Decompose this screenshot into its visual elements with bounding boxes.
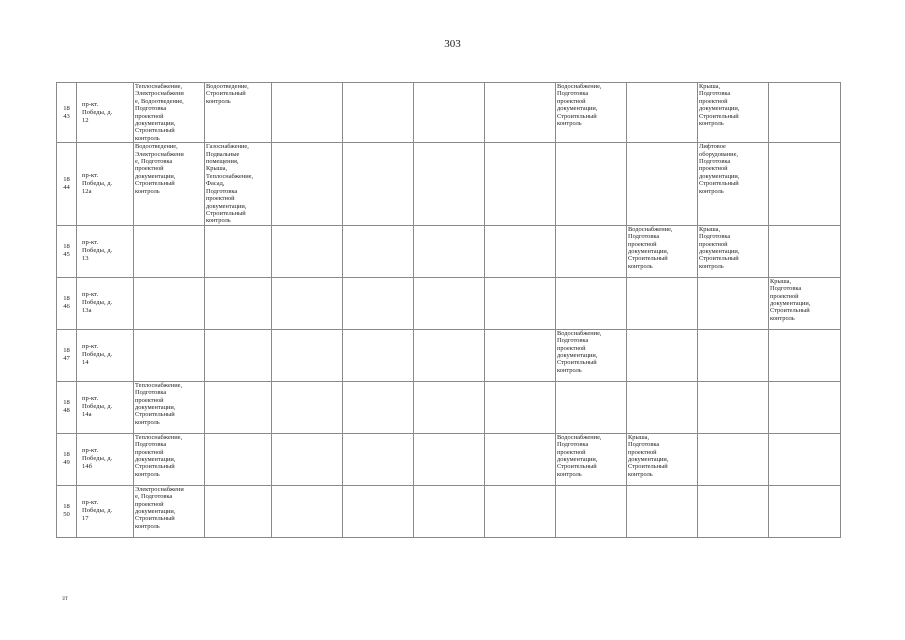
table-row	[57, 433, 841, 485]
work-cell	[343, 433, 414, 485]
work-cell	[485, 433, 556, 485]
work-cell: Водоснабжение, Подготовка проектной документации, Строительный контроль	[556, 433, 627, 485]
work-cell	[343, 381, 414, 433]
address-cell: пр-кт. Победы, д. 14а	[77, 381, 134, 433]
work-cell	[205, 433, 272, 485]
work-cell	[414, 433, 485, 485]
work-cell	[627, 277, 698, 329]
work-cell: Лифтовое оборудование, Подготовка проектной документации, Строительный контроль	[698, 143, 769, 225]
work-cell	[414, 277, 485, 329]
work-cell: Крыша, Подготовка проектной документации, Строительный контроль	[698, 83, 769, 143]
work-cell	[627, 83, 698, 143]
work-cell	[272, 329, 343, 381]
work-cell	[343, 485, 414, 537]
work-cell: Крыша, Подготовка проектной документации, Строительный контроль	[769, 277, 841, 329]
row-number: 18 46	[57, 277, 77, 329]
work-cell	[414, 329, 485, 381]
row-number: 18 48	[57, 381, 77, 433]
work-cell	[485, 143, 556, 225]
work-cell	[769, 485, 841, 537]
work-cell: Электроснабжени е, Подготовка проектной документации, Строительный контроль	[134, 485, 205, 537]
work-cell	[556, 225, 627, 277]
row-number: 18 43	[57, 83, 77, 143]
works-table	[56, 82, 841, 538]
table-row	[57, 485, 841, 537]
work-cell	[134, 225, 205, 277]
row-number: 18 49	[57, 433, 77, 485]
work-cell	[627, 143, 698, 225]
work-cell	[414, 143, 485, 225]
table-row	[57, 83, 841, 143]
work-cell: Водоотведение, Электроснабжени е, Подготовка проектной документации, Строительный контроль	[134, 143, 205, 225]
table-row	[57, 143, 841, 225]
table-body	[57, 83, 841, 538]
table-row	[57, 277, 841, 329]
row-number: 18 44	[57, 143, 77, 225]
row-number: 18 47	[57, 329, 77, 381]
row-number: 18 50	[57, 485, 77, 537]
address-cell: пр-кт. Победы, д. 14	[77, 329, 134, 381]
work-cell	[698, 329, 769, 381]
work-cell: Водоснабжение, Подготовка проектной документации, Строительный контроль	[627, 225, 698, 277]
work-cell	[414, 225, 485, 277]
work-cell	[205, 381, 272, 433]
work-cell	[769, 381, 841, 433]
table-row	[57, 381, 841, 433]
work-cell	[414, 381, 485, 433]
work-cell	[343, 83, 414, 143]
work-cell	[205, 225, 272, 277]
work-cell	[205, 277, 272, 329]
work-cell	[134, 277, 205, 329]
work-cell	[485, 381, 556, 433]
work-cell	[205, 329, 272, 381]
work-cell	[556, 485, 627, 537]
work-cell	[272, 143, 343, 225]
work-cell	[205, 485, 272, 537]
work-cell	[343, 277, 414, 329]
work-cell	[769, 225, 841, 277]
work-cell	[627, 485, 698, 537]
work-cell: Водоснабжение, Подготовка проектной документации, Строительный контроль	[556, 329, 627, 381]
work-cell	[698, 433, 769, 485]
work-cell	[343, 225, 414, 277]
work-cell	[485, 225, 556, 277]
work-cell	[556, 381, 627, 433]
work-cell	[698, 485, 769, 537]
work-cell: Газоснабжение, Подвальные помещения, Крыша, Теплоснабжение, Фасад, Подготовка проектной документации, Строительный контроль	[205, 143, 272, 225]
work-cell	[272, 433, 343, 485]
address-cell: пр-кт. Победы, д. 13а	[77, 277, 134, 329]
work-cell: Теплоснабжение, Электроснабжени е, Водоотведение, Подготовка проектной документации, Строительный контроль	[134, 83, 205, 143]
work-cell	[485, 485, 556, 537]
table-row	[57, 329, 841, 381]
work-cell	[485, 277, 556, 329]
work-cell	[414, 83, 485, 143]
work-cell	[769, 143, 841, 225]
address-cell: пр-кт. Победы, д. 14б	[77, 433, 134, 485]
work-cell	[556, 143, 627, 225]
table-row	[57, 225, 841, 277]
work-cell	[627, 329, 698, 381]
address-cell: пр-кт. Победы, д. 12	[77, 83, 134, 143]
address-cell: пр-кт. Победы, д. 12а	[77, 143, 134, 225]
page-number: 303	[444, 38, 461, 50]
address-cell: пр-кт. Победы, д. 17	[77, 485, 134, 537]
work-cell: Теплоснабжение, Подготовка проектной документации, Строительный контроль	[134, 433, 205, 485]
work-cell: Водоснабжение, Подготовка проектной документации, Строительный контроль	[556, 83, 627, 143]
work-cell	[343, 143, 414, 225]
work-cell: Крыша, Подготовка проектной документации, Строительный контроль	[627, 433, 698, 485]
address-cell: пр-кт. Победы, д. 13	[77, 225, 134, 277]
footer-mark: зт	[62, 594, 68, 602]
work-cell	[134, 329, 205, 381]
work-cell	[769, 83, 841, 143]
work-cell: Теплоснабжение, Подготовка проектной документации, Строительный контроль	[134, 381, 205, 433]
work-cell	[556, 277, 627, 329]
work-cell: Крыша, Подготовка проектной документации, Строительный контроль	[698, 225, 769, 277]
work-cell	[485, 83, 556, 143]
row-number: 18 45	[57, 225, 77, 277]
work-cell: Водоотведение, Строительный контроль	[205, 83, 272, 143]
work-cell	[272, 225, 343, 277]
work-cell	[769, 329, 841, 381]
work-cell	[272, 381, 343, 433]
work-cell	[272, 485, 343, 537]
work-cell	[769, 433, 841, 485]
work-cell	[698, 277, 769, 329]
work-cell	[485, 329, 556, 381]
work-cell	[698, 381, 769, 433]
work-cell	[414, 485, 485, 537]
work-cell	[343, 329, 414, 381]
work-cell	[272, 83, 343, 143]
work-cell	[627, 381, 698, 433]
work-cell	[272, 277, 343, 329]
